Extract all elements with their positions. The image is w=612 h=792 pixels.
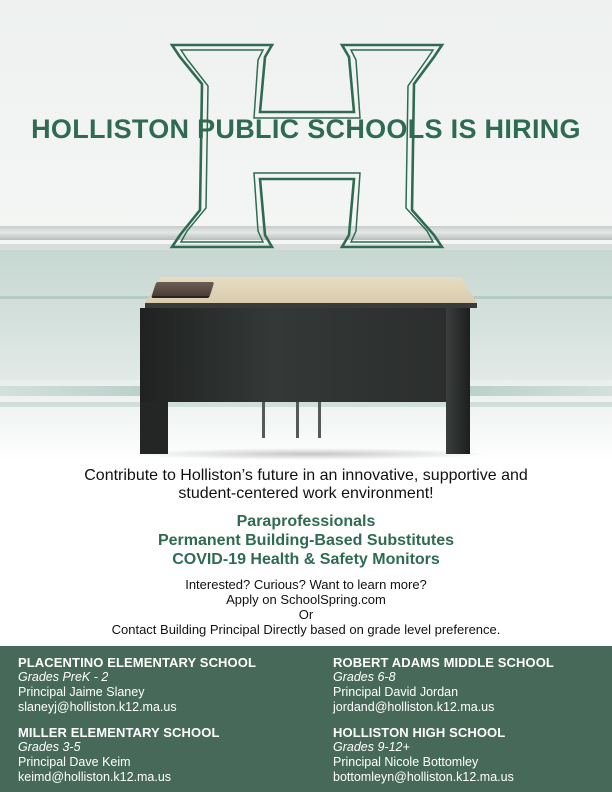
intro-text <box>30 467 582 503</box>
school-email[interactable]: bottomleyn@holliston.k12.ma.us <box>333 770 514 784</box>
school-contact-placentino <box>18 655 256 715</box>
desk-body <box>140 308 468 402</box>
cta-line: Or <box>298 607 314 622</box>
position-item: Paraprofessionals <box>236 513 376 530</box>
intro-line: student-centered work environment! <box>178 485 434 502</box>
book-icon <box>152 282 215 296</box>
position-item: COVID-19 Health & Safety Monitors <box>172 551 440 568</box>
desk-edge <box>145 303 477 308</box>
school-principal: Principal David Jordan <box>333 685 459 699</box>
call-to-action <box>0 577 612 637</box>
school-contact-robert-adams <box>333 655 554 715</box>
school-grades: Grades PreK - 2 <box>18 670 109 684</box>
school-email[interactable]: keimd@holliston.k12.ma.us <box>18 770 172 784</box>
school-principal: Principal Nicole Bottomley <box>333 755 479 769</box>
school-email[interactable]: slaneyj@holliston.k12.ma.us <box>18 700 177 714</box>
chair-leg <box>296 402 299 438</box>
school-grades: Grades 6-8 <box>333 670 396 684</box>
cta-line: Interested? Curious? Want to learn more? <box>185 577 427 592</box>
desk-shadow <box>130 448 490 460</box>
position-item: Permanent Building-Based Substitutes <box>157 532 455 549</box>
cta-apply-line: Apply on SchoolSpring.com <box>226 592 386 607</box>
school-contact-holliston-high <box>333 725 514 785</box>
school-name: HOLLISTON HIGH SCHOOL <box>333 725 506 740</box>
school-email[interactable]: jordand@holliston.k12.ma.us <box>333 700 495 714</box>
chair-leg <box>262 402 265 438</box>
page-title: HOLLISTON PUBLIC SCHOOLS IS HIRING <box>31 114 581 144</box>
desk-leg-right <box>446 300 470 454</box>
desk-leg-left <box>140 402 168 454</box>
school-name: ROBERT ADAMS MIDDLE SCHOOL <box>333 655 554 670</box>
school-grades: Grades 3-5 <box>18 740 81 754</box>
school-principal: Principal Dave Keim <box>18 755 131 769</box>
school-grades: Grades 9-12+ <box>333 740 410 754</box>
floor-stripe-secondary <box>0 402 612 407</box>
intro-line: Contribute to Holliston’s future in an innovative, supportive and <box>84 467 528 484</box>
school-contacts-footer <box>0 646 612 792</box>
school-name: PLACENTINO ELEMENTARY SCHOOL <box>18 655 257 670</box>
chair-leg <box>318 402 321 438</box>
positions-list <box>0 512 612 569</box>
cta-line: Contact Building Principal Directly based on grade level preference. <box>111 622 501 637</box>
holliston-h-logo-icon <box>168 42 446 250</box>
school-contact-miller <box>18 725 220 785</box>
school-name: MILLER ELEMENTARY SCHOOL <box>18 725 220 740</box>
school-principal: Principal Jaime Slaney <box>18 685 145 699</box>
